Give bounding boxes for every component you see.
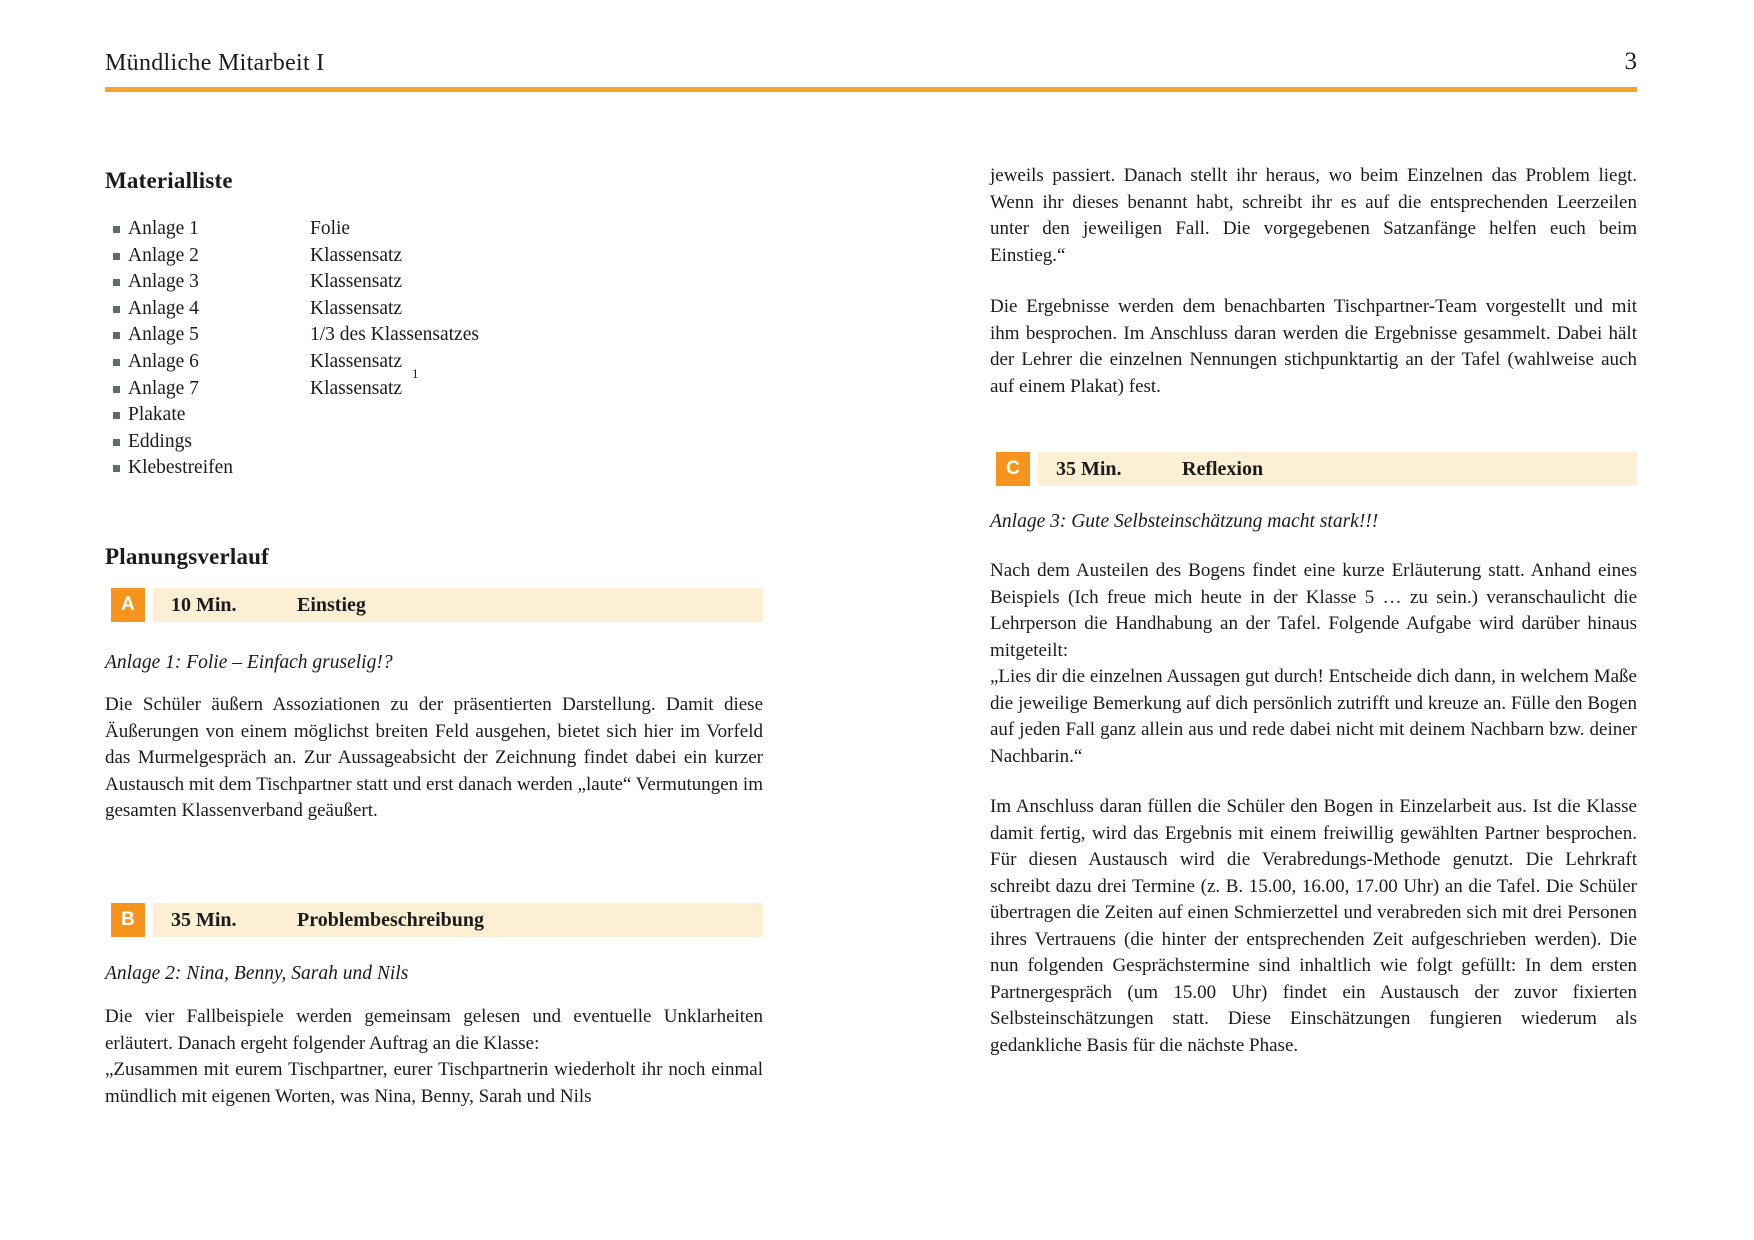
list-item: [105, 402, 763, 429]
material-list: [105, 216, 763, 482]
material-label: Anlage 3: [128, 271, 199, 293]
page-number: 3: [1624, 48, 1637, 75]
bullet-square-icon: [113, 279, 120, 286]
right-column: [990, 0, 1637, 1240]
paragraph: Nach dem Austeilen des Bogens findet eine kurze Erläuterung statt. Anhand eines Beispiels (Ich freue mich heute in der Klasse 5 … zu sein.) veranschaulicht die Lehrperson die Handhabung an der Tafel. Folgende Aufgabe wird darüber hinaus mitgeteilt:: [990, 560, 1637, 661]
material-value: Klassensatz: [310, 377, 403, 399]
list-item: [105, 296, 763, 323]
phase-bar-a: [105, 588, 763, 622]
material-label: Anlage 7: [128, 377, 199, 399]
phase-letter-badge: C: [996, 452, 1030, 486]
attachment-caption-c: Anlage 3: Gute Selbsteinschätzung macht stark!!!: [990, 511, 1379, 532]
material-label: Klebestreifen: [128, 457, 234, 479]
left-column: [105, 0, 763, 1240]
paragraph: Die Schüler äußern Assoziationen zu der präsentierten Darstellung. Damit diese Äußerungen von einem möglichst breiten Feld ausgehen, bietet sich hier im Vorfeld das Murmelgespräch an. Zur Aussageabsicht der Zeichnung findet dabei ein kurzer Austausch mit dem Tischpartner statt und erst danach werden „laute“ Vermutungen im gesamten Klassenverband geäußert.: [105, 694, 763, 821]
bullet-square-icon: [113, 253, 120, 260]
paragraph-group: [105, 1004, 763, 1110]
phase-duration: 35 Min.: [171, 909, 237, 931]
paragraph: „Zusammen mit eurem Tischpartner, eurer Tischpartnerin wiederholt ihr noch einmal mündlich mit eigenen Worten, was Nina, Benny, Sarah und Nils: [105, 1059, 763, 1107]
material-label: Anlage 1: [128, 218, 199, 239]
phase-bar-c: [990, 452, 1637, 486]
bullet-square-icon: [113, 359, 120, 366]
list-item: [105, 455, 763, 482]
page-title: Mündliche Mitarbeit I: [105, 50, 325, 76]
phase-duration: 35 Min.: [1056, 458, 1122, 480]
material-value: Klassensatz: [310, 271, 403, 293]
paragraph: jeweils passiert. Danach stellt ihr heraus, wo beim Einzelnen das Problem liegt. Wenn ihr dieses benannt habt, schreibt ihr es auf die entsprechenden Leerzeilen unter den jeweiligen Fall. Die vorgegebenen Satzanfänge helfen euch beim Einstieg.“: [990, 165, 1637, 266]
phase-duration: 10 Min.: [171, 594, 237, 616]
phase-letter-badge: B: [111, 903, 145, 937]
bullet-square-icon: [113, 306, 120, 313]
paragraph-group: [990, 558, 1637, 770]
material-value: Klassensatz: [310, 350, 403, 372]
material-label: Anlage 5: [128, 324, 199, 346]
material-value: Klassensatz: [310, 244, 403, 266]
material-value: Klassensatz: [310, 297, 403, 319]
paragraph: Im Anschluss daran füllen die Schüler den Bogen in Einzelarbeit aus. Ist die Klasse damit fertig, wird das Ergebnis mit einem freiwillig gewählten Partner besprochen. Für diesen Austausch wird die Verabredungs-Methode genutzt. Die Lehrkraft schreibt dazu drei Termine (z. B. 15.00, 16.00, 17.00 Uhr) an die Tafel. Die Schüler übertragen die Zeiten auf einen Schmierzettel und verabreden sich mit drei Personen ihres Vertrauens (die hinter der entsprechenden Zeit aufgeschrieben werden). Die nun folgenden Gesprächstermine sind inhaltlich wie folgt gefüllt: In dem ersten Partnergespräch (um 15.00 Uhr) findet ein Austausch der zuvor fixierten Selbsteinschätzungen statt. Diese Einschätzungen fungieren wiederum als gedankliche Basis für die nächste Phase.: [990, 796, 1637, 1056]
plan-heading: Planungsverlauf: [105, 544, 270, 569]
material-label: Eddings: [128, 430, 192, 452]
bullet-square-icon: [113, 439, 120, 446]
list-item: [105, 243, 763, 270]
paragraph: Die vier Fallbeispiele werden gemeinsam gelesen und eventuelle Unklarheiten erläutert. Danach ergeht folgender Auftrag an die Klasse:: [105, 1006, 763, 1054]
list-item: [105, 322, 763, 349]
material-label: Anlage 6: [128, 350, 199, 372]
list-item: [105, 429, 763, 456]
list-item: [105, 349, 763, 376]
phase-band: [153, 588, 763, 622]
phase-bar-b: [105, 903, 763, 937]
phase-title: Reflexion: [1182, 458, 1264, 480]
list-item: [105, 269, 763, 296]
bullet-square-icon: [113, 226, 120, 233]
paragraph: Die Ergebnisse werden dem benachbarten Tischpartner-Team vorgestellt und mit ihm besprochen. Im Anschluss daran werden die Ergebnisse gesammelt. Dabei hält der Lehrer die einzelnen Nennungen stichpunktartig an der Tafel (wahlweise auch auf einem Plakat) fest.: [990, 296, 1637, 397]
phase-letter-badge: A: [111, 588, 145, 622]
attachment-caption-b: Anlage 2: Nina, Benny, Sarah und Nils: [105, 963, 409, 984]
phase-band: [1038, 452, 1637, 486]
bullet-square-icon: [113, 465, 120, 472]
list-item: [105, 216, 763, 243]
material-label: Anlage 2: [128, 244, 199, 266]
paragraph: „Lies dir die einzelnen Aussagen gut durch! Entscheide dich dann, in welchem Maße die jeweilige Bemerkung auf dich persönlich zutrifft und kreuze an. Fülle den Bogen auf jeden Fall ganz allein aus und rede dabei nicht mit deinem Nachbarn bzw. deiner Nachbarin.“: [990, 666, 1637, 767]
material-value: Folie: [310, 218, 351, 239]
material-label: Plakate: [128, 404, 186, 426]
bullet-square-icon: [113, 412, 120, 419]
phase-title: Problembeschreibung: [297, 909, 485, 931]
material-list-heading: Materialliste: [105, 168, 233, 193]
material-value: 1/3 des Klassensatzes: [310, 324, 479, 346]
bullet-square-icon: [113, 386, 120, 393]
bullet-square-icon: [113, 332, 120, 339]
list-item: Anlage 7 Klassensatz 1: [105, 376, 763, 403]
attachment-caption-a: Anlage 1: Folie – Einfach gruselig!?: [105, 652, 393, 673]
material-label: Anlage 4: [128, 297, 199, 319]
phase-title: Einstieg: [297, 594, 366, 616]
